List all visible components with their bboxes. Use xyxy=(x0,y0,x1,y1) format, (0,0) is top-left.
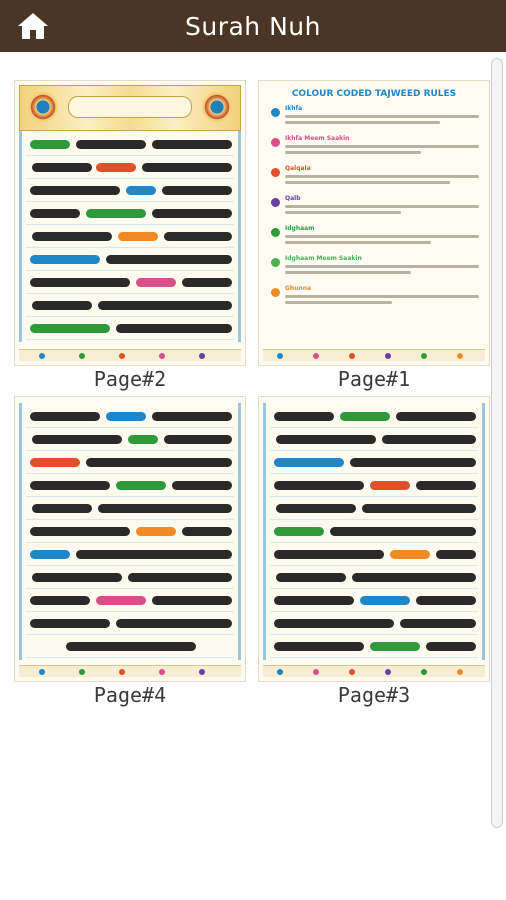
dot-icon xyxy=(271,168,280,177)
tajweed-legend-strip xyxy=(263,349,485,361)
rule-name: Ikhfa xyxy=(285,105,303,112)
tajweed-title: COLOUR CODED TAJWEED RULES xyxy=(291,89,457,99)
tajweed-rule-item xyxy=(269,225,479,255)
dot-icon xyxy=(271,228,280,237)
page-thumbnail[interactable] xyxy=(258,396,490,682)
tajweed-legend-strip xyxy=(19,349,241,361)
home-button[interactable] xyxy=(15,10,51,42)
rule-name: Ghunna xyxy=(285,285,312,292)
rule-name: Idghaam xyxy=(285,225,315,232)
tajweed-legend-strip xyxy=(19,665,241,677)
tajweed-rule-item xyxy=(269,165,479,195)
tajweed-rule-item xyxy=(269,285,479,315)
page-label: Page#3 xyxy=(337,683,411,707)
dot-icon xyxy=(271,108,280,117)
home-icon xyxy=(17,11,49,41)
page-card-1[interactable] xyxy=(258,80,490,391)
rule-name: Qalb xyxy=(285,195,301,202)
page-card-2[interactable] xyxy=(14,80,246,391)
page-thumbnail[interactable] xyxy=(14,396,246,682)
tajweed-legend-strip xyxy=(263,665,485,677)
page-label: Page#4 xyxy=(93,683,167,707)
quran-text-block xyxy=(263,403,485,660)
page-card-4[interactable] xyxy=(14,396,246,707)
tajweed-rules-page xyxy=(259,81,489,321)
rule-name: Qalqala xyxy=(285,165,311,172)
page-title: Surah Nuh xyxy=(185,11,321,41)
tajweed-rule-item xyxy=(269,135,479,165)
page-label: Page#2 xyxy=(93,367,167,391)
tajweed-rule-item xyxy=(269,255,479,285)
app-header xyxy=(0,0,506,52)
vertical-scrollbar[interactable] xyxy=(491,58,503,828)
page-thumbnail[interactable] xyxy=(14,80,246,366)
dot-icon xyxy=(271,138,280,147)
dot-icon xyxy=(271,198,280,207)
rule-name: Idghaam Meem Saakin xyxy=(285,255,362,262)
tajweed-rule-item xyxy=(269,195,479,225)
quran-text-block xyxy=(19,403,241,660)
page-label: Page#1 xyxy=(337,367,411,391)
quran-text-block xyxy=(19,131,241,342)
page-thumbnail[interactable] xyxy=(258,80,490,366)
page-card-3[interactable] xyxy=(258,396,490,707)
tajweed-rule-item xyxy=(269,105,479,135)
dot-icon xyxy=(271,258,280,267)
rule-name: Ikhfa Meem Saakin xyxy=(285,135,350,142)
surah-header-ornament xyxy=(19,85,241,131)
dot-icon xyxy=(271,288,280,297)
pages-grid xyxy=(0,52,490,832)
